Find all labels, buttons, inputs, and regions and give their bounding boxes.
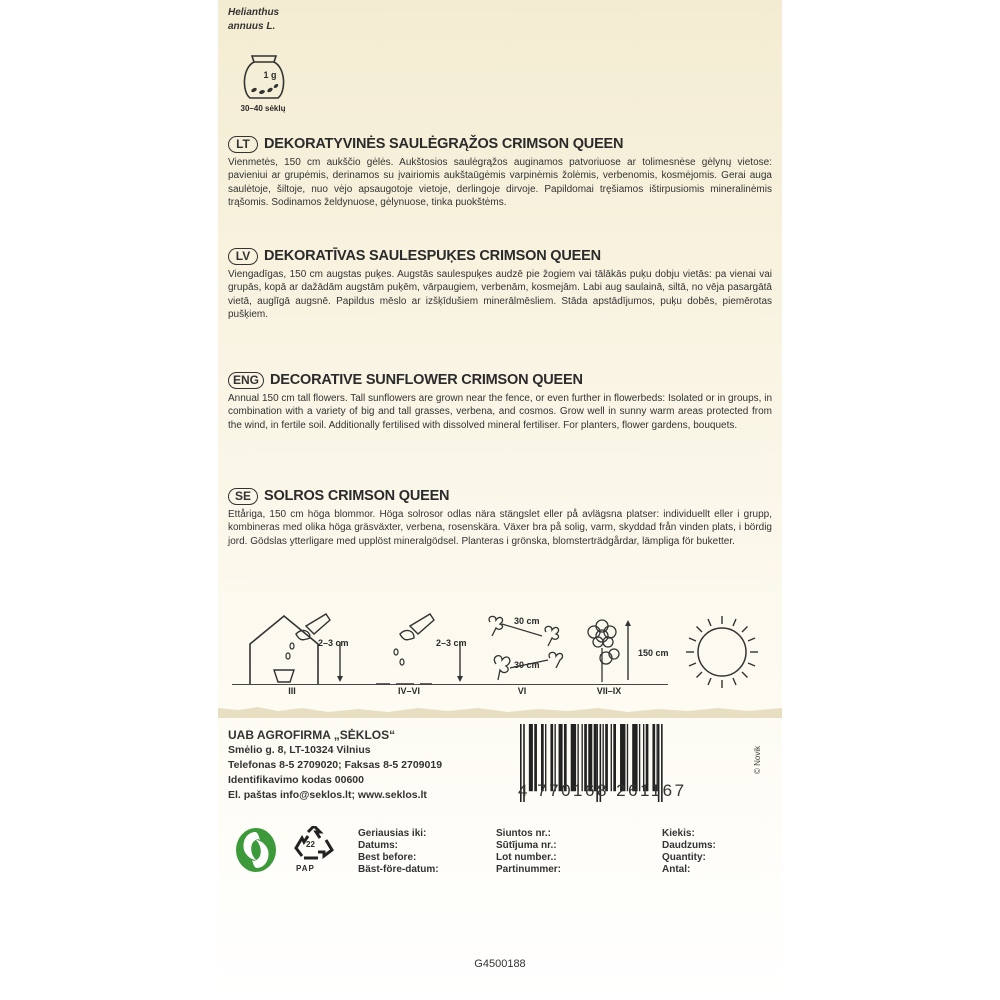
section-body: Vienmetės, 150 cm aukščio gėlės. Aukštosios saulėgrąžos auginamos patvoriuose ar tolimesnėse gėlynų vietose: pavieniui ar grupėmis, derinamos su įvairiomis aukštaūgėmis varpinėmis žolėmis, verbenomis, kosmėjomis. Gerai auga saulėtoje, šiltoje, nuo vėjo apsaugotoje vietoje, derlingoje dirvoje. Papildomai tręšiamos ištirpusiomis mineralinėmis trąšomis. Sodinamos želdynuose, gėlynuose, tinka puokštėms. xyxy=(228,157,772,209)
section-body: Annual 150 cm tall flowers. Tall sunflowers are grown near the fence, or even further in flowerbeds: Isolated or in groups, in combination with a variety of big and tall grasses, verbena, and cosmos. Grow well in sunny warm areas protected from the wind, in fertile soil. Additionally fertilised with dissolved mineral fertiliser. For planters, flower gardens, bouquets. xyxy=(228,393,772,431)
language-badge: ENG xyxy=(228,372,264,389)
field-label: Antal: xyxy=(662,864,691,875)
field-label: Siuntos nr.: xyxy=(496,828,551,839)
section-eng xyxy=(228,370,772,432)
field-label: Best before: xyxy=(358,852,417,863)
spacing-label: 30 cm xyxy=(514,660,540,670)
green-dot-icon xyxy=(234,826,278,874)
depth-label: 2–3 cm xyxy=(436,638,467,648)
height-label: 150 cm xyxy=(638,648,669,658)
field-label: Lot number.: xyxy=(496,852,557,863)
recycle-number: 22 xyxy=(306,840,315,849)
seed-bag-weight xyxy=(230,52,296,116)
weight-label: 1 g xyxy=(263,70,277,80)
field-label: Quantity: xyxy=(662,852,706,863)
field-label: Kiekis: xyxy=(662,828,695,839)
product-code: G4500188 xyxy=(474,958,526,970)
outdoor-sowing-icon xyxy=(372,612,472,686)
copyright: © Novik xyxy=(753,745,762,774)
company-info xyxy=(228,728,442,803)
seed-count: 30–40 sėklų xyxy=(240,104,286,113)
company-phone: Telefonas 8-5 2709020; Faksas 8-5 2709019 xyxy=(228,759,443,771)
spacing-label: 30 cm xyxy=(514,616,540,626)
field-label: Geriausias iki: xyxy=(358,828,427,839)
field-column-lot xyxy=(496,828,561,876)
field-label: Datums: xyxy=(358,840,399,851)
icons-baseline xyxy=(232,684,668,685)
section-body: Ettåriga, 150 cm höga blommor. Höga solrosor odlas nära stängslet eller på avlägsna platser: individuellt eller i grupp, kombineras med olika höga gräsväxter, verbena, rosenskära. Växer bra på solig, varm, skyddad från vinden plats, i bördig jord. Gödslas ytterligare med upplöst mineralgödsel. Planteras i grönska, blomsterträdgårdar, lämpliga för buketter. xyxy=(228,509,772,547)
language-badge: LT xyxy=(228,136,258,153)
field-label: Bäst-före-datum: xyxy=(358,864,439,875)
section-title: SOLROS CRIMSON QUEEN xyxy=(264,488,450,504)
barcode-digits: 4 770168 261167 xyxy=(518,781,687,800)
language-badge: SE xyxy=(228,488,258,505)
sun-icon xyxy=(682,612,762,692)
field-column-quantity xyxy=(662,828,716,876)
field-label: Sūtījuma nr.: xyxy=(496,840,557,851)
month-label: VII–IX xyxy=(596,686,622,696)
month-label: VI xyxy=(517,686,527,696)
section-lt xyxy=(228,134,772,210)
latin-name: Helianthus annuus L. xyxy=(228,7,280,32)
section-title: DEKORATYVINĖS SAULĖGRĄŽOS CRIMSON QUEEN xyxy=(264,136,624,152)
month-label: III xyxy=(288,686,296,696)
depth-label: 2–3 cm xyxy=(318,638,349,648)
company-address: Smėlio g. 8, LT-10324 Vilnius xyxy=(228,744,371,756)
company-email: El. paštas info@seklos.lt; www.seklos.lt xyxy=(228,789,427,801)
section-se xyxy=(228,486,772,548)
section-lv xyxy=(228,246,772,322)
indoor-sowing-icon xyxy=(244,612,348,686)
company-id: Identifikavimo kodas 00600 xyxy=(228,774,364,786)
company-name: UAB AGROFIRMA „SĖKLOS“ xyxy=(228,728,396,742)
seed-packet-back xyxy=(218,0,782,1000)
field-label: Partinummer: xyxy=(496,864,562,875)
section-title: DECORATIVE SUNFLOWER CRIMSON QUEEN xyxy=(270,372,583,388)
field-label: Daudzums: xyxy=(662,840,716,851)
month-label: IV–VI xyxy=(397,686,420,696)
field-column-dates xyxy=(358,828,439,876)
section-body: Viengadīgas, 150 cm augstas puķes. Augstās saulespuķes audzē pie žogiem vai tālākās puķu dobju vietās: pa vienai vai grupās, kopā ar dažādām augstām puķēm, vārpaugiem, verbenām, kosmejām. Labi aug saulainā, siltā, no vēja pasargātā vietā, auglīgā augsnē. Papildus mēslo ar izšķīdušiem minerālmēsliem. Stāda apstādījumos, puķu dobēs, piemērotas pušķiem. xyxy=(228,269,772,321)
torn-edge xyxy=(218,702,782,718)
section-title: DEKORATĪVAS SAULESPUĶES CRIMSON QUEEN xyxy=(264,248,601,264)
language-badge: LV xyxy=(228,248,258,265)
sowing-instructions xyxy=(232,612,692,702)
recycle-label: PAP xyxy=(296,864,315,873)
